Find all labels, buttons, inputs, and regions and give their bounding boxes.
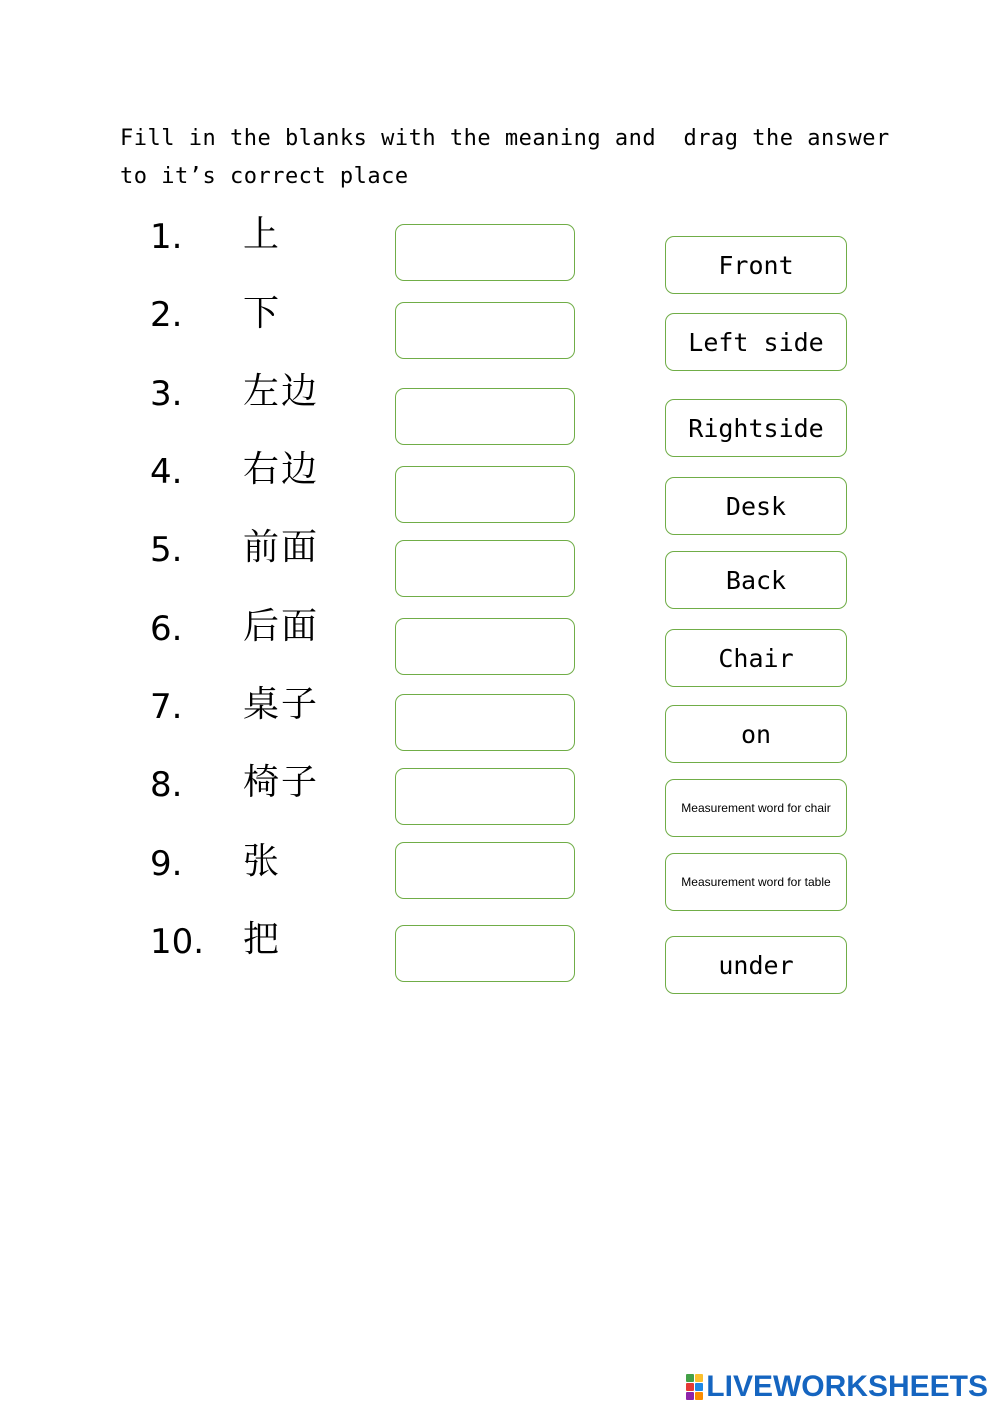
item-word: 右边 [243, 449, 320, 490]
drag-answer-tile[interactable]: on [665, 705, 847, 763]
item-number: 5. [150, 530, 183, 570]
liveworksheets-logo-icon [686, 1374, 703, 1400]
item-word: 前面 [243, 527, 320, 568]
item-word: 后面 [243, 606, 320, 647]
answer-drop-box-9[interactable] [395, 842, 575, 899]
answer-drop-box-2[interactable] [395, 302, 575, 359]
item-number: 8. [150, 765, 183, 805]
answer-drop-box-7[interactable] [395, 694, 575, 751]
item-word: 左边 [243, 371, 320, 412]
drag-answer-tile[interactable]: Measurement word for chair [665, 779, 847, 837]
answer-drop-box-5[interactable] [395, 540, 575, 597]
item-number: 7. [150, 687, 183, 727]
drag-answer-tile[interactable]: under [665, 936, 847, 994]
item-number: 2. [150, 295, 183, 335]
item-word: 桌子 [243, 684, 320, 725]
item-word: 上 [243, 214, 282, 255]
drag-answer-tile[interactable]: Front [665, 236, 847, 294]
answer-drop-box-6[interactable] [395, 618, 575, 675]
item-number: 6. [150, 609, 183, 649]
item-number: 4. [150, 452, 183, 492]
answer-drop-box-4[interactable] [395, 466, 575, 523]
answer-drop-box-10[interactable] [395, 925, 575, 982]
item-word: 张 [243, 841, 282, 882]
drag-answer-tile[interactable]: Chair [665, 629, 847, 687]
brand-name: LIVEWORKSHEETS [706, 1370, 988, 1403]
item-word: 把 [243, 919, 282, 960]
drag-answer-tile[interactable]: Left side [665, 313, 847, 371]
item-word: 椅子 [243, 762, 320, 803]
drag-answer-tile[interactable]: Desk [665, 477, 847, 535]
liveworksheets-logo[interactable] [686, 1370, 988, 1404]
instruction-text: Fill in the blanks with the meaning and drag the answer to it’s correct place [120, 126, 890, 189]
drag-answer-tile[interactable]: Measurement word for table [665, 853, 847, 911]
item-number: 9. [150, 844, 183, 884]
drag-answer-tile[interactable]: Rightside [665, 399, 847, 457]
answer-drop-box-8[interactable] [395, 768, 575, 825]
item-number: 1. [150, 217, 183, 257]
answer-drop-box-1[interactable] [395, 224, 575, 281]
drag-answer-tile[interactable]: Back [665, 551, 847, 609]
item-word: 下 [243, 293, 282, 334]
item-number: 10. [150, 922, 205, 962]
answer-drop-box-3[interactable] [395, 388, 575, 445]
item-number: 3. [150, 374, 183, 414]
